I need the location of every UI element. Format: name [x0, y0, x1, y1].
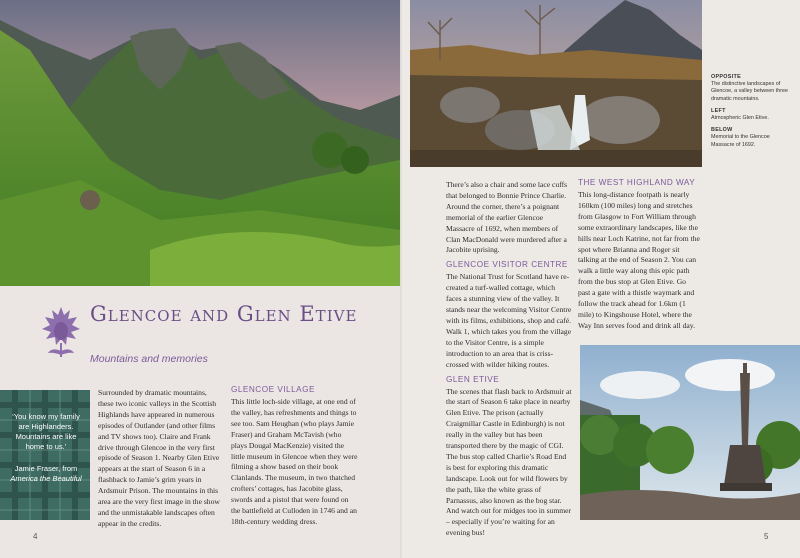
- glen-etive-photo: [410, 0, 702, 167]
- glencoe-valley-photo: [0, 0, 400, 286]
- visitor-centre-heading: GLENCOE VISITOR CENTRE: [446, 260, 568, 270]
- chair-paragraph: There’s also a chair and some lace cuffs that belonged to Bonnie Prince Charlie. Around the corner, there’s a poignant memorial of the earlier Glencoe Massacre of 1692, when members of Clan MacDonald were murdered after a Jacobite uprising.: [446, 180, 568, 255]
- right-page: [404, 0, 800, 558]
- intro-paragraph: Surrounded by dramatic mountains, these two iconic valleys in the Scottish Highlands have appeared in numerous episodes of Outlander (and other films and TV shows too). Claire and Frank drive through Glencoe in the very first episode of Season 1. Nearby Glen Etive appears at the start of Season 6 in a flashback to Jamie’s grim years in Ardsmuir Prison. The mountains in this area are the very first image in the show and the unmistakable landscapes often appear in the credits.: [98, 388, 220, 528]
- column-middle: [446, 180, 572, 539]
- caption-opposite: OPPOSITE The distinctive landscapes of Glencoe, a valley between three dramatic mountains.: [711, 74, 789, 102]
- photo-captions: [711, 74, 791, 154]
- quote-attribution: [6, 464, 86, 484]
- village-heading: GLENCOE VILLAGE: [231, 385, 315, 394]
- west-highland-way-paragraph: This long-distance footpath is nearly 160km (100 miles) long and stretches from Glasgow to Fort William through some extraordinary landscapes, like the hills near Loch Katrine, not far from the spot where Brianna and Roger sit talking at the end of Season 2. You can walk a little way along this epic path from the bus stop at Glen Etive. Go past a gate with a thistle waymark and follow the track ahead for 1.6km (1 mile) to Kingshouse Hotel, where the Way Inn serves food and drink all day.: [578, 190, 700, 330]
- thistle-icon: [40, 305, 82, 359]
- glen-etive-heading: GLEN ETIVE: [446, 374, 500, 384]
- page-number-left: 4: [33, 532, 38, 541]
- visitor-centre-paragraph: The National Trust for Scotland have re-created a turf-walled cottage, which faces a stunning view of the valley. It stands near the welcoming Visitor Centre with its films, exhibitions, shop and café. Walk 1, which takes you from the village to the Visitor Centre, is a simple introduction to an area that is criss-crossed with wilder hiking routes.: [446, 272, 572, 369]
- quote-source: America the Beautiful: [10, 474, 82, 483]
- village-paragraph: This little loch-side village, at one end of the valley, has refreshments and things to see too. Sam Heughan (who plays Jamie Fraser) and Graham McTavish (who plays Dougal MacKenzie) visited the little museum in Glencoe when they were filming a show based on their book Clanlands. The museum, in two thatched crofters’ cottages, has Jacobite glass, swords and a pistol that were found on the battlefield at Culloden in 1746 and an 18th-century wedding dress.: [231, 397, 358, 526]
- article-heading: [40, 303, 370, 373]
- caption-below: BELOW Memorial to the Glencoe Massacre of 1692.: [711, 127, 770, 148]
- quote-text: ‘You know my family are Highlanders. Mountains are like home to us.’: [12, 412, 80, 451]
- tartan-pattern: [0, 390, 90, 520]
- column-village: [231, 384, 359, 528]
- glen-etive-paragraph: The scenes that flash back to Ardsmuir at the start of Season 6 take place in nearby Glen Etive. The prison (actually Craigmillar Castle in Edinburgh) is not really in the valley but has been transported there by the magic of CGI. The bus stop called Charlie’s Road End is best for exploring this dramatic landscape. Look out for wild flowers by the path, like the white grass of Parnassus, also known as the bog star. And watch out for midges too in summer – especially if you’re waiting for an evening bus!: [446, 386, 572, 538]
- quote-box: [0, 390, 90, 520]
- page-title: Glencoe and Glen Etive: [90, 302, 358, 326]
- quote-author: Jamie Fraser, from: [14, 464, 78, 473]
- column-right: [578, 177, 700, 332]
- column-intro: [98, 388, 224, 530]
- page-number-right: 5: [764, 532, 769, 541]
- west-highland-way-heading: THE WEST HIGHLAND WAY: [578, 178, 696, 187]
- massacre-memorial-photo: [580, 345, 800, 520]
- page-subtitle: Mountains and memories: [90, 353, 208, 365]
- caption-left: LEFT Atmospheric Glen Etive.: [711, 107, 769, 122]
